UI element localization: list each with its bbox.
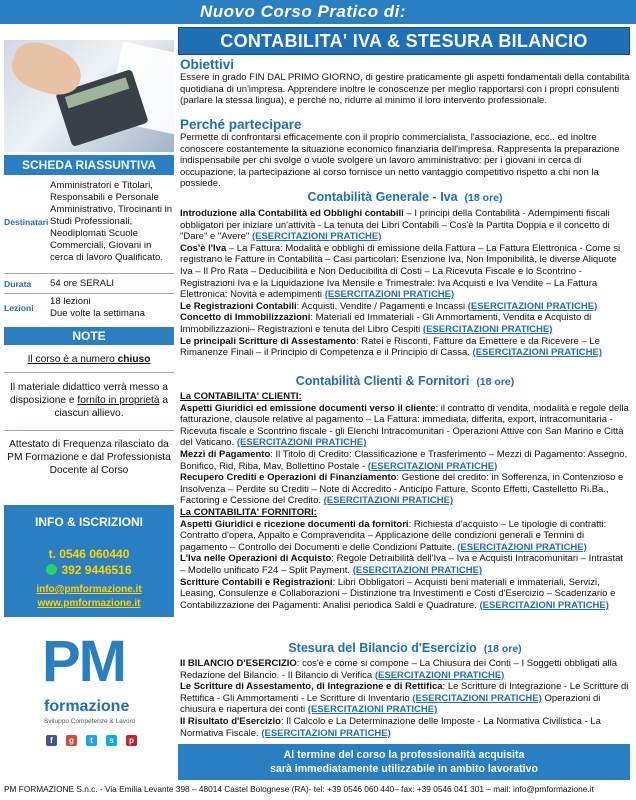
logo-mark: PM	[42, 629, 125, 694]
pinterest-icon[interactable]: p	[126, 735, 137, 746]
closing-banner	[178, 744, 630, 780]
logo-tagline: Sviluppo Competenze & Lavoro	[44, 718, 136, 725]
perche-heading: Perché partecipare	[180, 117, 302, 132]
note-attestato: Attestato di Frequenza rilasciato da PM Formazione e dal Professionista Docente al Corso	[7, 439, 171, 476]
page-title: CONTABILITA' IVA & STESURA BILANCIO	[220, 31, 588, 51]
lezioni-value	[50, 296, 174, 320]
lezioni-count: 18 lezioni	[50, 296, 91, 307]
perche-text: Permette di confrontarsi efficacemente con il proprio commercialista, l'associazione, ecc.. ed inoltre conoscere costantemente la situazione economico finanziaria dell'impresa. Rappresenta la preparazione indispensabile per chi svolge o vuole svolgere un lavoro amministrativo: per i giovani in cerca di occupazione, la partecipazione al corso fornisce un netto vantaggio competitivo rispetto a chi non la possiede.	[180, 132, 620, 190]
whatsapp-icon	[46, 564, 57, 575]
whatsapp-row[interactable]: 392 9446516	[4, 563, 174, 577]
topic-scritture-contabili: Scritture Contabili e Registrazioni: Libri Obbligatori – Acquisti beni materiali e immateriali, Servizi, Leasing, Consulenze e Collaborazioni – Distinzione tra Investimenti e Costi d'Esercizio – Scadenzario e Contabilizzazione dei Pagamenti: Analisi periodica Saldi e Quadrature. (ESERCITAZIONI PRATICHE)	[180, 576, 616, 611]
clienti-subheading: La CONTABILITA' CLIENTI:	[180, 391, 302, 402]
section-contabilita-generale-body	[180, 208, 630, 359]
logo-wordmark: formazione	[44, 698, 130, 715]
section-clienti-fornitori-heading: Contabilità Clienti & Fornitori (18 ore)	[295, 374, 515, 388]
google-plus-icon[interactable]: g	[66, 735, 77, 746]
divider	[4, 293, 174, 294]
section-clienti-fornitori-body	[180, 391, 630, 611]
topic-iva: Cos'è l'Iva – La Fattura: Modalità e obblighi di emissione della Fattura – La Fattura Elettronica - Come si registrano le Fatture in Contabilità – Casi particolari: Esenzione Iva, Non Imponibilità, le diverse Aliquote Iva – Il Pro Rata – Deducibilità e Non Deducibilità di Costi – La Ricevuta Fiscale e lo Scontrino - Registrazioni Iva e la Liquidazione Iva Mensile e Trimestrale: Iva Acquisti e Iva Vendite – La Fattura Elettronica: Novità e adempimenti (ESERCITAZIONI PRATICHE)	[180, 242, 621, 301]
note-numero-chiuso: Il corso è a numero chiuso	[27, 354, 151, 365]
topic-immobilizzazioni: Concetto di Immobilizzazioni: Materiali ed Immateriali - Gli Ammortamenti, Vendita e Acquisto di Immobilizzazioni– Registrazioni e tenuta del Libro Cespiti (ESERCITAZIONI PRATICHE)	[180, 312, 592, 335]
section-bilancio-heading: Stesura del Bilancio d'Esercizio (18 ore)	[288, 641, 522, 655]
topic-introduzione: Introduzione alla Contabilità ed Obblighi contabili – I principi della Contabilità - Adempimenti fiscali obbligatori per iniziare un'attività - La tenuta dei Libri Contabili – Cos'è la Partita Doppia e il concetto di "Dare" e "Avere" (ESERCITAZIONI PRATICHE)	[180, 208, 610, 243]
topic-recupero-crediti: Recupero Crediti e Operazioni di Finanziamento: Gestione del credito: in Sofferenza, in Contenzioso e Insolvenza – Perdite su Crediti – Note di Accredito - Anticipo Fatture, Sconto Effetti, Castelletto Ri.Ba., Factoring e Cessione del Credito. (ESERCITAZIONI PRATICHE)	[180, 472, 624, 507]
lezioni-frequency: Due volte la settimana	[50, 308, 145, 319]
topic-bilancio: Il BILANCIO D'ESERCIZIO: cos'è e come si compone – La Chiusura dei Conti – I Soggetti obbligati alla Redazione del Bilancio. - Il Bilancio di Verifica (ESERCITAZIONI PRATICHE)	[180, 658, 618, 681]
lezioni-row	[4, 296, 174, 324]
skype-icon[interactable]: s	[106, 735, 117, 746]
footer-contact: PM FORMAZIONE S.n.c. - Via Emilia Levante 398 – 48014 Castel Bolognese (RA)- tel: +39 0546 060 440– fax: +39 0546 041 301 – mail: info@pmformazione.it	[4, 784, 594, 794]
fornitori-subheading: La CONTABILITA' FORNITORI:	[180, 506, 317, 518]
topic-risultato-esercizio: Il Risultato d'Esercizio: Il Calcolo e La Determinazione delle Imposte - La Normativa Civilistica - La Normativa Fiscale. (ESERCITAZIONI PRATICHE)	[180, 715, 601, 739]
topic-iva-acquisti: L'Iva nelle Operazioni di Acquisto: Regole Detraibilità dell'Iva – Iva e Acquisti Intracomunitari – Intrastat – Modello unificato F24 – Split Payment. (ESERCITAZIONI PRATICHE)	[180, 553, 624, 576]
divider	[4, 430, 174, 431]
pm-formazione-logo	[4, 620, 174, 760]
section-contabilita-generale-heading: Contabilità Generale - Iva (18 ore)	[307, 190, 503, 204]
closing-line-1: Al termine del corso la professionalità acquisita	[283, 749, 525, 761]
info-box	[4, 505, 174, 617]
destinatari-row	[4, 180, 174, 272]
topic-registrazioni: Le Registrazioni Contabili: Acquisti, Vendite / Pagamenti e Incassi (ESERCITAZIONI PRATICHE)	[180, 300, 598, 312]
section-bilancio-body	[180, 658, 630, 739]
topic-aspetti-cliente: Aspetti Giuridici ed emissione documenti verso il cliente: il contratto di vendita, modalità e regole della fatturazione, clausole relative al pagamento – La Fattura: immediata, differita, export, intracomunitaria - Ricevuta fiscale e Scontrino fiscale - gli Elenchi Intracomunitari - Operazioni Attive con San Marino e Città del Vaticano. (ESERCITAZIONI PRATICHE)	[180, 402, 629, 449]
obiettivi-text: Essere in grado FIN DAL PRIMO GIORNO, di gestire praticamente gli aspetti fondamentali della contabilità quotidiana di un'impresa. Apprendere inoltre le conoscenze per meglio rapportarsi con i propri consulenti (parlare la stessa lingua), e perché no, ridurre al minimo il loro intervento professionale.	[180, 72, 630, 107]
info-heading: INFO & ISCRIZIONI	[35, 515, 143, 529]
twitter-icon[interactable]: t	[86, 735, 97, 746]
durata-row	[4, 278, 174, 292]
topic-aspetti-fornitori: Aspetti Giuridici e ricezione documenti da fornitori: Richiesta d'acquisto – Le tipologie di contratti: Contratto d'opera, Appalto e Compravendita – Applicazione delle condizioni generali e Termini di pagamento – Controllo dei Documenti e delle Condizioni Pattuite. (ESERCITAZIONI PRATICHE)	[180, 518, 607, 553]
hero-photo	[4, 40, 174, 152]
destinatari-value: Amministratori e Titolari, Responsabili e Personale Amministrativo, Tirocinanti in Studi Professionali, Neodiplomati Scuole Commerciali, Giovani in cerca di lavoro Qualificato.	[50, 180, 173, 263]
scheda-riassuntiva-heading: SCHEDA RIASSUNTIVA	[4, 155, 174, 175]
note-materiale: Il materiale didattico verrà messo a disposizione e fornito in proprietà a ciascun allievo.	[9, 382, 169, 419]
title-banner	[178, 27, 630, 55]
obiettivi-heading: Obiettivi	[180, 57, 235, 72]
pre-title: Nuovo Corso Pratico di:	[200, 2, 407, 21]
topic-mezzi-pagamento: Mezzi di Pagamento: Il Titolo di Credito: Classificazione e Trasferimento – Mezzi di Pagamento: Assegno, Bonifico, Rid, Riba, Mav, Bollettino Postale - (ESERCITAZIONI PRATICHE)	[180, 448, 628, 472]
destinatari-label: Destinatari	[4, 217, 49, 227]
phone-number[interactable]: t. 0546 060440	[48, 547, 130, 561]
facebook-icon[interactable]: f	[46, 735, 57, 746]
email-link[interactable]: info@pmformazione.it	[36, 584, 142, 595]
topic-scritture-assestamento: Le Scritture di Assestamento, di Integrazione e di Rettifica: Le Scritture di Integrazione - Le Scritture di Rettifica - Gli Ammortamenti - Le Scritture di Inventario (ESERCITAZIONI PRATICHE) Operazioni di chiusura e riapertura dei conti (ESERCITAZIONI PRATICHE)	[180, 681, 629, 716]
note-heading: NOTE	[4, 327, 174, 345]
topic-assestamento: Le principali Scritture di Assestamento: Ratei e Risconti, Fatture da Emettere e da Ricevere – Le Rimanenze Finali – il Principio di Competenza e il Principio di Cassa. (ESERCITAZIONI PRATICHE)	[180, 335, 603, 359]
top-banner	[0, 0, 636, 24]
durata-label: Durata	[4, 279, 32, 289]
divider	[4, 372, 174, 373]
divider	[4, 273, 174, 274]
closing-line-2: sarà immediatamente utilizzabile in ambito lavorativo	[270, 763, 538, 775]
website-link[interactable]: www.pmformazione.it	[37, 598, 141, 609]
durata-value: 54 ore SERALI	[50, 278, 114, 289]
lezioni-label: Lezioni	[4, 303, 34, 313]
